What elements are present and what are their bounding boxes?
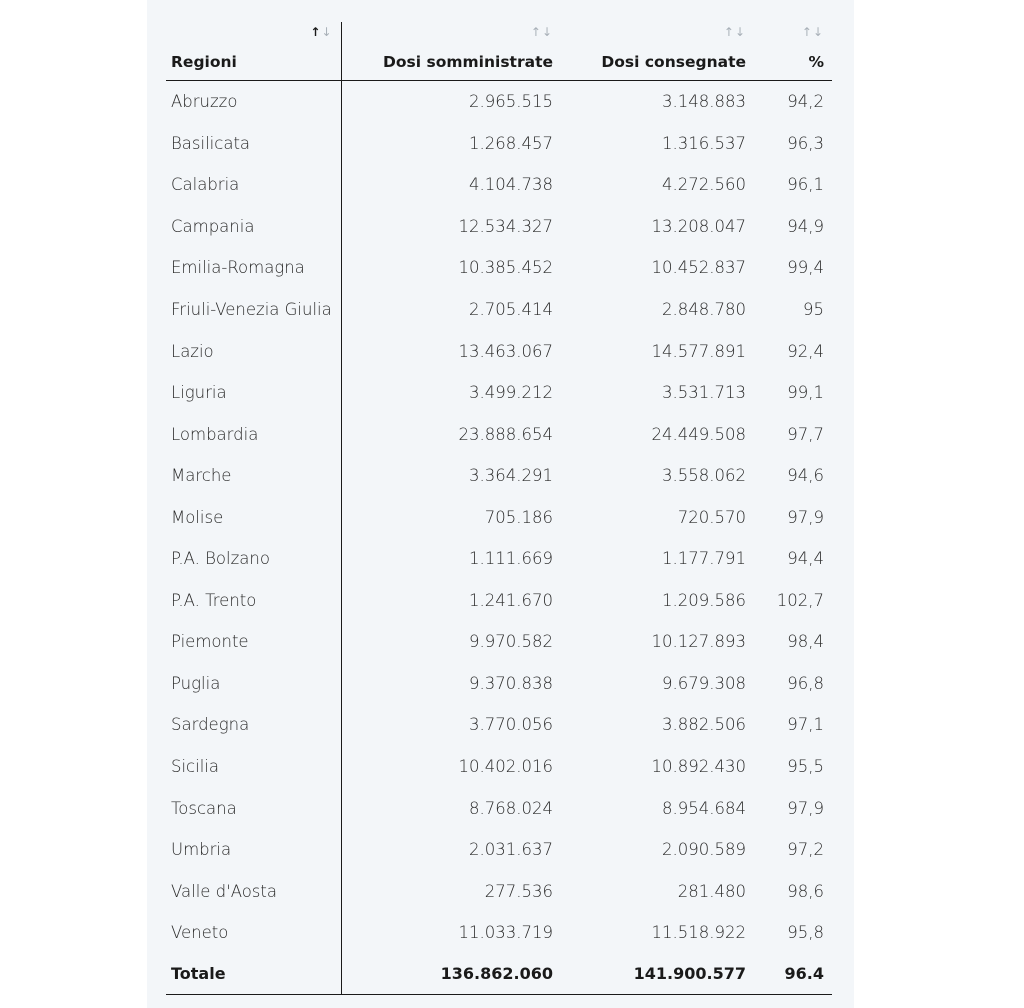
percent-value: 97,1 bbox=[787, 715, 824, 735]
doses-administered: 13.463.067 bbox=[458, 341, 553, 361]
region-name: Puglia bbox=[166, 663, 341, 705]
doses-administered: 277.536 bbox=[484, 881, 553, 901]
region-name: Calabria bbox=[166, 164, 341, 206]
doses-delivered: 3.882.506 bbox=[662, 715, 746, 735]
percent-value: 97,9 bbox=[787, 798, 824, 818]
column-header-label: % bbox=[808, 53, 824, 71]
column-header-regioni[interactable] bbox=[166, 22, 341, 81]
column-header-label: Regioni bbox=[171, 53, 237, 71]
doses-administered: 1.111.669 bbox=[469, 549, 553, 569]
region-name: Piemonte bbox=[166, 621, 341, 663]
doses-administered: 9.370.838 bbox=[469, 673, 553, 693]
percent-value: 95,8 bbox=[787, 923, 824, 943]
total-administered: 136.862.060 bbox=[341, 953, 561, 995]
percent-value: 96,1 bbox=[787, 175, 824, 195]
region-name: Valle d'Aosta bbox=[166, 870, 341, 912]
doses-delivered: 10.452.837 bbox=[651, 258, 746, 278]
table-row bbox=[166, 206, 832, 248]
region-name: P.A. Bolzano bbox=[166, 538, 341, 580]
table-row bbox=[166, 81, 832, 123]
doses-delivered: 2.090.589 bbox=[662, 840, 746, 860]
doses-delivered: 14.577.891 bbox=[651, 341, 746, 361]
region-name: Lazio bbox=[166, 330, 341, 372]
table-header bbox=[166, 22, 832, 81]
region-name: Molise bbox=[166, 496, 341, 538]
table-row bbox=[166, 372, 832, 414]
doses-delivered: 11.518.922 bbox=[651, 923, 746, 943]
table-row bbox=[166, 663, 832, 705]
percent-value: 95 bbox=[803, 300, 824, 319]
percent-value: 99,4 bbox=[787, 258, 824, 278]
doses-administered: 9.970.582 bbox=[469, 632, 553, 652]
table-row bbox=[166, 746, 832, 788]
total-row bbox=[166, 953, 832, 995]
doses-delivered: 3.148.883 bbox=[662, 92, 746, 112]
doses-administered: 1.268.457 bbox=[469, 133, 553, 153]
table-row bbox=[166, 496, 832, 538]
doses-administered: 10.402.016 bbox=[458, 757, 553, 777]
percent-value: 98,6 bbox=[787, 881, 824, 901]
sort-icon[interactable]: ↑↓ bbox=[310, 25, 333, 39]
table-body bbox=[166, 81, 832, 954]
doses-delivered: 9.679.308 bbox=[662, 673, 746, 693]
doses-delivered: 4.272.560 bbox=[662, 175, 746, 195]
percent-value: 92,4 bbox=[787, 341, 824, 361]
region-name: Lombardia bbox=[166, 413, 341, 455]
region-name: Umbria bbox=[166, 829, 341, 871]
doses-delivered: 8.954.684 bbox=[662, 798, 746, 818]
table-row bbox=[166, 289, 832, 331]
doses-delivered: 720.570 bbox=[677, 507, 746, 527]
percent-value: 94,4 bbox=[787, 549, 824, 569]
doses-administered: 705.186 bbox=[484, 507, 553, 527]
table-row bbox=[166, 870, 832, 912]
percent-value: 97,9 bbox=[787, 507, 824, 527]
table-footer bbox=[166, 953, 832, 995]
region-name: P.A. Trento bbox=[166, 580, 341, 622]
percent-value: 97,2 bbox=[787, 840, 824, 860]
percent-value: 98,4 bbox=[787, 632, 824, 652]
percent-value: 95,5 bbox=[787, 757, 824, 777]
total-percent: 96.4 bbox=[754, 953, 832, 995]
region-name: Basilicata bbox=[166, 123, 341, 165]
percent-value: 96,8 bbox=[787, 673, 824, 693]
column-header-dosi-consegnate[interactable] bbox=[561, 22, 754, 81]
table-row bbox=[166, 247, 832, 289]
percent-value: 102,7 bbox=[776, 590, 824, 610]
doses-delivered: 3.558.062 bbox=[662, 466, 746, 486]
doses-administered: 3.364.291 bbox=[469, 466, 553, 486]
column-header-label: Dosi consegnate bbox=[601, 53, 746, 71]
doses-delivered: 1.316.537 bbox=[662, 133, 746, 153]
sort-icon[interactable]: ↑↓ bbox=[530, 25, 553, 39]
doses-delivered: 1.209.586 bbox=[662, 590, 746, 610]
doses-administered: 2.705.414 bbox=[469, 300, 553, 319]
doses-administered: 4.104.738 bbox=[469, 175, 553, 195]
table-row bbox=[166, 455, 832, 497]
table-row bbox=[166, 621, 832, 663]
sort-icon[interactable]: ↑↓ bbox=[801, 25, 824, 39]
doses-delivered: 10.892.430 bbox=[651, 757, 746, 777]
column-header-dosi-somministrate[interactable] bbox=[341, 22, 561, 81]
sort-icon[interactable]: ↑↓ bbox=[723, 25, 746, 39]
table-row bbox=[166, 704, 832, 746]
percent-value: 97,7 bbox=[787, 424, 824, 444]
doses-delivered: 3.531.713 bbox=[662, 383, 746, 403]
region-name: Sardegna bbox=[166, 704, 341, 746]
region-name: Campania bbox=[166, 206, 341, 248]
doses-administered: 3.499.212 bbox=[469, 383, 553, 403]
column-header-label: Dosi somministrate bbox=[383, 53, 553, 71]
doses-administered: 8.768.024 bbox=[469, 798, 553, 818]
doses-delivered: 10.127.893 bbox=[651, 632, 746, 652]
doses-administered: 23.888.654 bbox=[458, 424, 553, 444]
table-row bbox=[166, 538, 832, 580]
percent-value: 99,1 bbox=[787, 383, 824, 403]
region-name: Friuli-Venezia Giulia bbox=[166, 289, 341, 331]
total-label: Totale bbox=[166, 953, 341, 995]
total-delivered: 141.900.577 bbox=[561, 953, 754, 995]
region-name: Liguria bbox=[166, 372, 341, 414]
region-name: Sicilia bbox=[166, 746, 341, 788]
region-name: Veneto bbox=[166, 912, 341, 954]
region-name: Toscana bbox=[166, 787, 341, 829]
region-name: Abruzzo bbox=[166, 81, 341, 123]
table-row bbox=[166, 123, 832, 165]
doses-administered: 12.534.327 bbox=[458, 216, 553, 236]
region-name: Marche bbox=[166, 455, 341, 497]
percent-value: 94,9 bbox=[787, 216, 824, 236]
percent-value: 96,3 bbox=[787, 133, 824, 153]
table-row bbox=[166, 787, 832, 829]
doses-administered: 2.965.515 bbox=[469, 92, 553, 112]
table-row bbox=[166, 413, 832, 455]
doses-administered: 2.031.637 bbox=[469, 840, 553, 860]
region-name: Emilia-Romagna bbox=[166, 247, 341, 289]
table-row bbox=[166, 580, 832, 622]
table-row bbox=[166, 829, 832, 871]
table-row bbox=[166, 164, 832, 206]
doses-administered: 3.770.056 bbox=[469, 715, 553, 735]
doses-administered: 11.033.719 bbox=[458, 923, 553, 943]
doses-delivered: 281.480 bbox=[677, 881, 746, 901]
doses-administered: 1.241.670 bbox=[469, 590, 553, 610]
table-row bbox=[166, 330, 832, 372]
percent-value: 94,6 bbox=[787, 466, 824, 486]
doses-delivered: 1.177.791 bbox=[662, 549, 746, 569]
percent-value: 94,2 bbox=[787, 92, 824, 112]
doses-delivered: 24.449.508 bbox=[651, 424, 746, 444]
doses-delivered: 2.848.780 bbox=[662, 300, 746, 319]
vaccine-doses-table bbox=[166, 22, 832, 995]
column-header-percent[interactable] bbox=[754, 22, 832, 81]
table-row bbox=[166, 912, 832, 954]
doses-administered: 10.385.452 bbox=[458, 258, 553, 278]
doses-delivered: 13.208.047 bbox=[651, 216, 746, 236]
